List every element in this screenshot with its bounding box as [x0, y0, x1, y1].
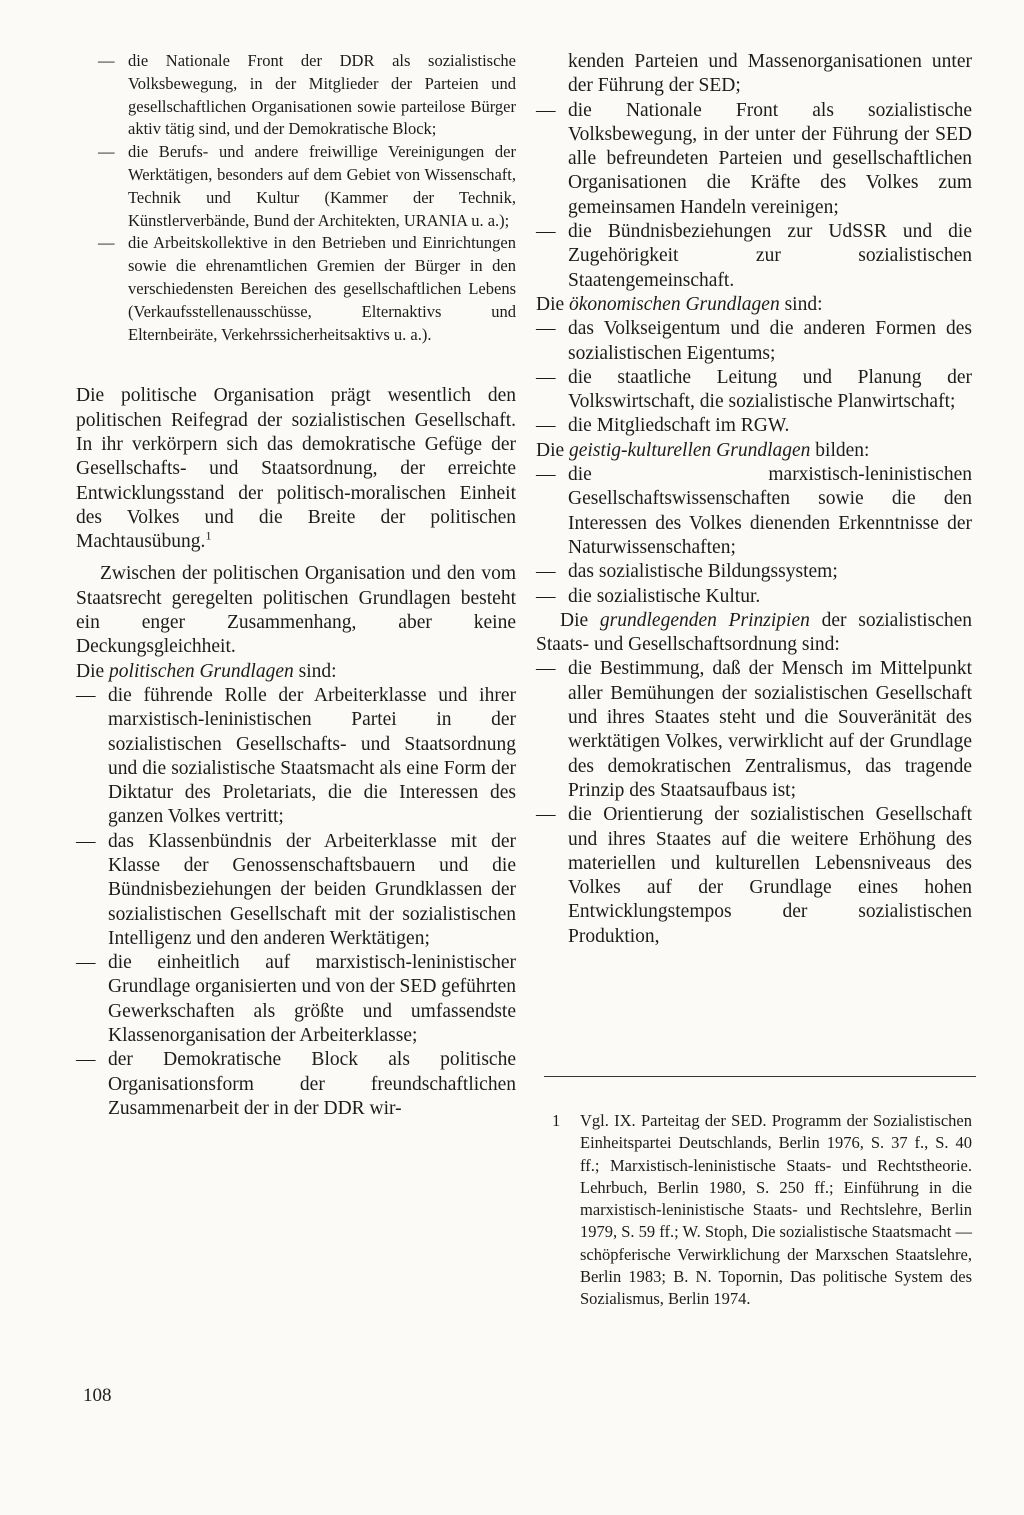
political-list	[76, 684, 516, 1121]
section-heading-cultural: Die geistig-kulturellen Grundlagen bilden:	[536, 439, 870, 461]
list-item: — die marxistisch-leninistischen Gesellschaftswissenschaften sowie die den Interessen des Volkes dienenden Erkenntnisse der Naturwissenschaften;	[536, 463, 972, 560]
page-number: 108	[83, 1385, 112, 1406]
body-paragraph	[76, 384, 516, 554]
list-item: — die Nationale Front der DDR als sozialistische Volksbewegung, in der Mitglieder der Parteien und gesellschaftlichen Organisationen sowie parteilose Bürger aktiv tätig sind, und der Demokratische Block;	[76, 50, 516, 141]
economic-list	[536, 317, 972, 438]
principles-list	[536, 657, 972, 949]
footnote	[552, 1110, 972, 1311]
list-item: — der Demokratische Block als politische Organisationsform der freundschaftlichen Zusammenarbeit der in der DDR wir-	[76, 1048, 516, 1121]
list-item: — die führende Rolle der Arbeiterklasse und ihrer marxistisch-leninistischen Partei in der sozialistischen Gesellschafts- und Staatsordnung und die sozialistische Staatsmacht als eine Form der Diktatur des Proletariats, die die Interessen des ganzen Volkes vertritt;	[76, 684, 516, 830]
footnote-marker[interactable]: 1	[205, 528, 212, 543]
right-column	[536, 50, 972, 949]
list-item: — die Nationale Front als sozialistische Volksbewegung, in der unter der Führung der SED alle befreundeten Parteien und gesellschaftlichen Organisationen die Kräfte des Volkes zum gemeinsamen Handeln vereinigen;	[536, 99, 972, 220]
paragraph-text: Die politische Organisation prägt wesentlich den politischen Reifegrad der sozialistischen Gesellschaft. In ihr verkörpern sich das demokratische Gefüge der Gesellschafts- und Staatsordnung, der erreichte Entwicklungsstand der politisch-moralischen Einheit des Volkes und die Breite der politischen Machtausübung.	[76, 385, 516, 553]
list-item: — das Volkseigentum und die anderen Formen des sozialistischen Eigentums;	[536, 317, 972, 366]
continued-list-text: kenden Parteien und Massenorganisationen unter der Führung der SED;	[568, 51, 972, 97]
footnote-number: 1	[552, 1111, 561, 1130]
political-list-continued	[536, 99, 972, 293]
list-item: — die Bündnisbeziehungen zur UdSSR und die Zugehörigkeit zur sozialistischen Staatengemeinschaft.	[536, 220, 972, 293]
list-item: — die Orientierung der sozialistischen Gesellschaft und ihres Staates auf die weitere Erhöhung des materiellen und kulturellen Lebensniveaus des Volkes auf der Grundlage eines hohen Entwicklungstempos der sozialistischen Produktion,	[536, 803, 972, 949]
list-item: — die Arbeitskollektive in den Betrieben und Einrichtungen sowie die ehrenamtlichen Gremien der Bürger in den verschiedensten Bereichen des gesellschaftlichen Lebens (Verkaufsstellenausschüsse, Elternaktivs und Elternbeiräte, Verkehrssicherheitsaktivs u. a.).	[76, 232, 516, 346]
section-heading-principles: Die grundlegenden Prinzipien der sozialistischen Staats- und Gesellschaftsordnung sind:	[536, 609, 972, 656]
organisations-list	[76, 50, 516, 346]
section-heading-political: Die politischen Grundlagen sind:	[76, 660, 337, 682]
list-item: — die Mitgliedschaft im RGW.	[536, 414, 972, 438]
list-item: — die Bestimmung, daß der Mensch im Mittelpunkt aller Bemühungen der sozialistischen Gesellschaft und ihres Staates steht und die Souveränität des werktätigen Volkes, verwirklicht auf der Grundlage des demokratischen Zentralismus, das tragende Prinzip des Staatsaufbaus ist;	[536, 657, 972, 803]
list-item: — das Klassenbündnis der Arbeiterklasse mit der Klasse der Genossenschaftsbauern und die Bündnisbeziehungen der beiden Grundklassen der sozialistischen Gesellschaft mit der sozialistischen Intelligenz und den anderen Werktätigen;	[76, 830, 516, 951]
list-item: — die sozialistische Kultur.	[536, 585, 972, 609]
body-paragraph: Zwischen der politischen Organisation und den vom Staatsrecht geregelten politischen Grundlagen besteht ein enger Zusammenhang, aber keine Deckungsgleichheit.	[76, 563, 516, 658]
list-item: — die Berufs- und andere freiwillige Vereinigungen der Werktätigen, besonders auf dem Gebiet von Wissenschaft, Technik und Kultur (Kammer der Technik, Künstlerverbände, Bund der Architekten, URANIA u. a.);	[76, 141, 516, 232]
footnote-text: Vgl. IX. Parteitag der SED. Programm der Sozialistischen Einheitspartei Deutschlands, Berlin 1976, S. 37 f., S. 40 ff.; Marxistisch-leninistische Staats- und Rechtstheorie. Lehrbuch, Berlin 1980, S. 250 ff.; Einführung in die marxistisch-leninistische Staats- und Rechtslehre, Berlin 1979, S. 59 ff.; W. Stoph, Die sozialistische Staatsmacht — schöpferische Verwirklichung der Marxschen Staatslehre, Berlin 1983; B. N. Topornin, Das politische System des Sozialismus, Berlin 1974.	[580, 1111, 973, 1309]
left-column	[76, 50, 516, 1121]
cultural-list	[536, 463, 972, 609]
footnote-divider	[544, 1076, 976, 1077]
list-item: — das sozialistische Bildungssystem;	[536, 560, 972, 584]
list-item: — die einheitlich auf marxistisch-leninistischer Grundlage organisierten und von der SED geführten Gewerkschaften als größte und umfassendste Klassenorganisation der Arbeiterklasse;	[76, 951, 516, 1048]
section-heading-economic: Die ökonomischen Grundlagen sind:	[536, 293, 823, 315]
list-item: — die staatliche Leitung und Planung der Volkswirtschaft, die sozialistische Planwirtschaft;	[536, 366, 972, 415]
